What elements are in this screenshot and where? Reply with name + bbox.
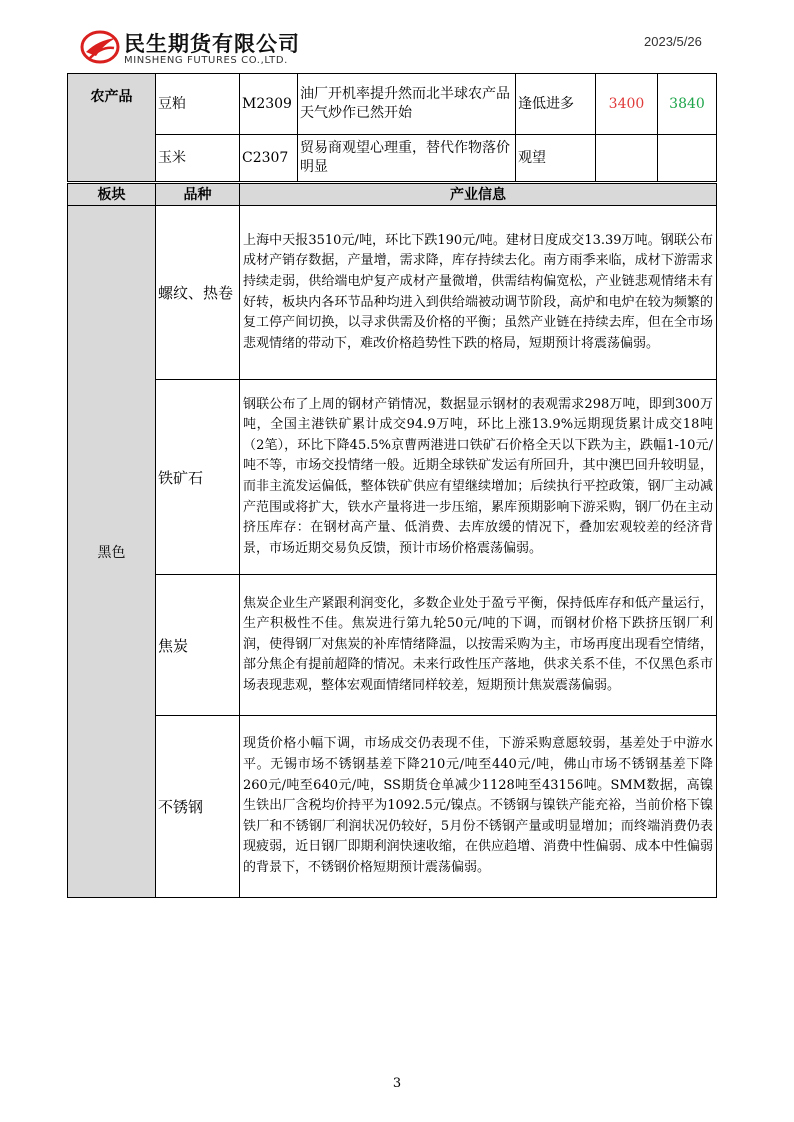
news-cell: 贸易商观望心理重，替代作物落价明显 [298, 135, 516, 182]
info-cell: 钢联公布了上周的钢材产销情况，数据显示钢材的表观需求298万吨，即到300万吨，全国主港铁矿累计成交94.9万吨，环比上涨13.9%远期现货累计成交18吨（2笔），环比下降45.5%京曹两港进口铁矿石价格全天以下跌为主，跌幅1-10元/吨不等，市场交投情绪一般。近期全球铁矿发运有所回升，其中澳巴回升较明显，而非主流发运偏低，整体铁矿供应有望继续增加；后续执行平控政策，钢厂主动减产范围或将扩大，铁水产量将进一步压缩，累库预期影响下游采购，钢厂仍在主动挤压库存：在钢材高产量、低消费、去库放缓的情况下，叠加宏观较差的经济背景，市场近期交易负反馈，预计市场价格震荡偏弱。 [240, 380, 717, 575]
sector-cell: 黑色 [68, 206, 156, 898]
table-row [68, 575, 717, 716]
price-high-cell [658, 135, 717, 182]
variety-cell: 不锈钢 [156, 716, 240, 898]
header-sector: 板块 [68, 184, 156, 206]
variety-cell: 螺纹、热卷 [156, 206, 240, 380]
report-date: 2023/5/26 [644, 34, 702, 49]
page-number: 3 [392, 1076, 402, 1091]
table-row [68, 716, 717, 898]
strategy-cell: 观望 [516, 135, 596, 182]
black-sector-table [67, 183, 717, 898]
header-info: 产业信息 [240, 184, 717, 206]
contract-cell: C2307 [240, 135, 298, 182]
company-name-en: MINSHENG FUTURES CO.,LTD. [124, 55, 288, 66]
contract-cell: M2309 [240, 74, 298, 135]
variety-cell: 玉米 [156, 135, 240, 182]
price-high-cell: 3840 [658, 74, 717, 135]
strategy-cell: 逢低进多 [516, 74, 596, 135]
variety-cell: 豆粕 [156, 74, 240, 135]
info-cell: 上海中天报3510元/吨，环比下跌190元/吨。建材日度成交13.39万吨。钢联公布成材产销存数据，产量增，需求降，库存持续去化。南方雨季来临，成材下游需求持续走弱，供给端电炉复产成材产量微增，供需结构偏宽松，产业链悲观情绪未有好转，板块内各环节品种均进入到供给端被动调节阶段，高炉和电炉在较为频繁的复工停产间切换，以寻求供需及价格的平衡；虽然产业链在持续去库，但在全市场悲观情绪的带动下，难改价格趋势性下跌的格局，短期预计将震荡偏弱。 [240, 206, 717, 380]
minsheng-logo-icon [80, 30, 120, 64]
price-low-cell [596, 135, 658, 182]
table-row [68, 135, 717, 182]
page-header [0, 0, 794, 74]
agri-table [67, 73, 717, 182]
company-name-cn: 民生期货有限公司 [124, 32, 300, 56]
header-variety: 品种 [156, 184, 240, 206]
info-cell: 现货价格小幅下调，市场成交仍表现不佳，下游采购意愿较弱，基差处于中游水平。无锡市场不锈钢基差下降210元/吨至440元/吨，佛山市场不锈钢基差下降260元/吨至640元/吨，SS期货仓单减少1128吨至43156吨。SMM数据，高镍生铁出厂含税均价持平为1092.5元/镍点。不锈钢与镍铁产能充裕，当前价格下镍铁厂和不锈钢厂利润状况仍较好，5月份不锈钢产量或明显增加；而终端消费仍表现疲弱，近日钢厂即期利润快速收缩，在供应趋增、消费中性偏弱、成本中性偏弱的背景下，不锈钢价格短期预计震荡偏弱。 [240, 716, 717, 898]
table-row [68, 206, 717, 380]
variety-cell: 焦炭 [156, 575, 240, 716]
variety-cell: 铁矿石 [156, 380, 240, 575]
category-agri: 农产品 [68, 74, 156, 182]
info-cell: 焦炭企业生产紧跟利润变化，多数企业处于盈亏平衡，保持低库存和低产量运行，生产积极性不佳。焦炭进行第九轮50元/吨的下调，而钢材价格下跌挤压钢厂利润，使得钢厂对焦炭的补库情绪降温，以按需采购为主，市场再度出现看空情绪，部分焦企有提前超降的情况。未来行政性压产落地，供求关系不佳，不仅黑色系市场表现悲观，整体宏观面情绪同样较差，短期预计焦炭震荡偏弱。 [240, 575, 717, 716]
table-header-row [68, 184, 717, 206]
news-cell: 油厂开机率提升然而北半球农产品天气炒作已然开始 [298, 74, 516, 135]
table-row [68, 74, 717, 135]
price-low-cell: 3400 [596, 74, 658, 135]
table-row [68, 380, 717, 575]
